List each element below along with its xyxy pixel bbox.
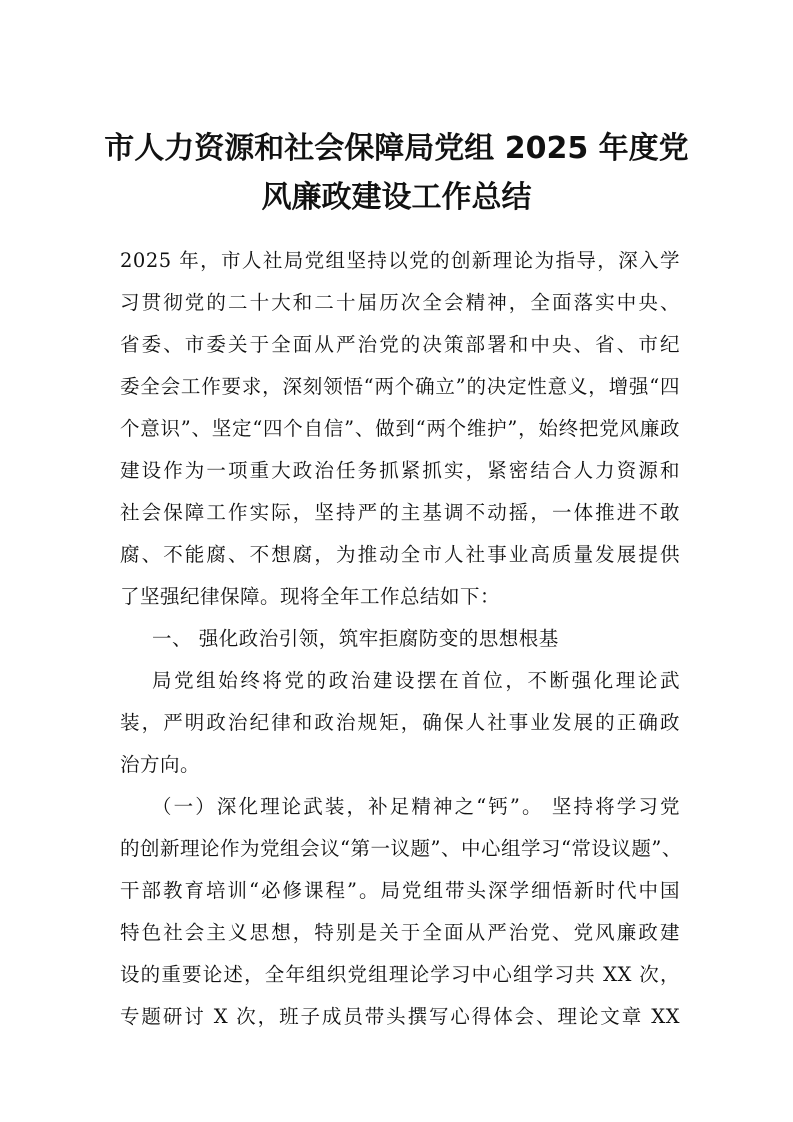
body-line: 社会保障工作实际，坚持严的主基调不动摇，一体推进不敢 (120, 501, 680, 524)
body-line: 专题研讨 X 次，班子成员带头撰写心得体会、理论文章 XX (120, 1005, 680, 1028)
body-line: 腐、不能腐、不想腐，为推动全市人社事业高质量发展提供 (120, 543, 680, 566)
body-line: 装，严明政治纪律和政治规矩，确保人社事业发展的正确政 (120, 711, 680, 734)
body-line: 了坚强纪律保障。现将全年工作总结如下： (120, 585, 501, 608)
body-line: 局党组始终将党的政治建设摆在首位，不断强化理论武 (152, 669, 680, 692)
body-line: 省委、市委关于全面从严治党的决策部署和中央、省、市纪 (120, 333, 680, 356)
body-line: 设的重要论述，全年组织党组理论学习中心组学习共 XX 次， (120, 963, 680, 986)
body-line: 特色社会主义思想，特别是关于全面从严治党、党风廉政建 (120, 921, 680, 944)
body-line: 2025 年，市人社局党组坚持以党的创新理论为指导，深入学 (120, 249, 680, 272)
body-line: 的创新理论作为党组会议“第一议题”、中心组学习“常设议题”、 (120, 837, 682, 860)
body-line: 治方向。 (120, 753, 201, 776)
subsection-heading-line: （一）深化理论武装，补足精神之“钙”。 坚持将学习党 (152, 795, 680, 818)
body-line: 习贯彻党的二十大和二十届历次全会精神，全面落实中央、 (120, 291, 680, 314)
document-title-line-2: 风廉政建设工作总结 (261, 180, 532, 215)
body-line: 个意识”、坚定“四个自信”、做到“两个维护”，始终把党风廉政 (120, 417, 680, 440)
body-line: 建设作为一项重大政治任务抓紧抓实，紧密结合人力资源和 (120, 459, 680, 482)
body-line: 委全会工作要求，深刻领悟“两个确立”的决定性意义，增强“四 (120, 375, 680, 398)
body-line: 干部教育培训“必修课程”。局党组带头深学细悟新时代中国 (120, 879, 680, 902)
section-heading-1: 一、 强化政治引领，筑牢拒腐防变的思想根基 (152, 627, 559, 650)
document-title-line-1: 市人力资源和社会保障局党组 2025 年度党 (104, 131, 689, 166)
